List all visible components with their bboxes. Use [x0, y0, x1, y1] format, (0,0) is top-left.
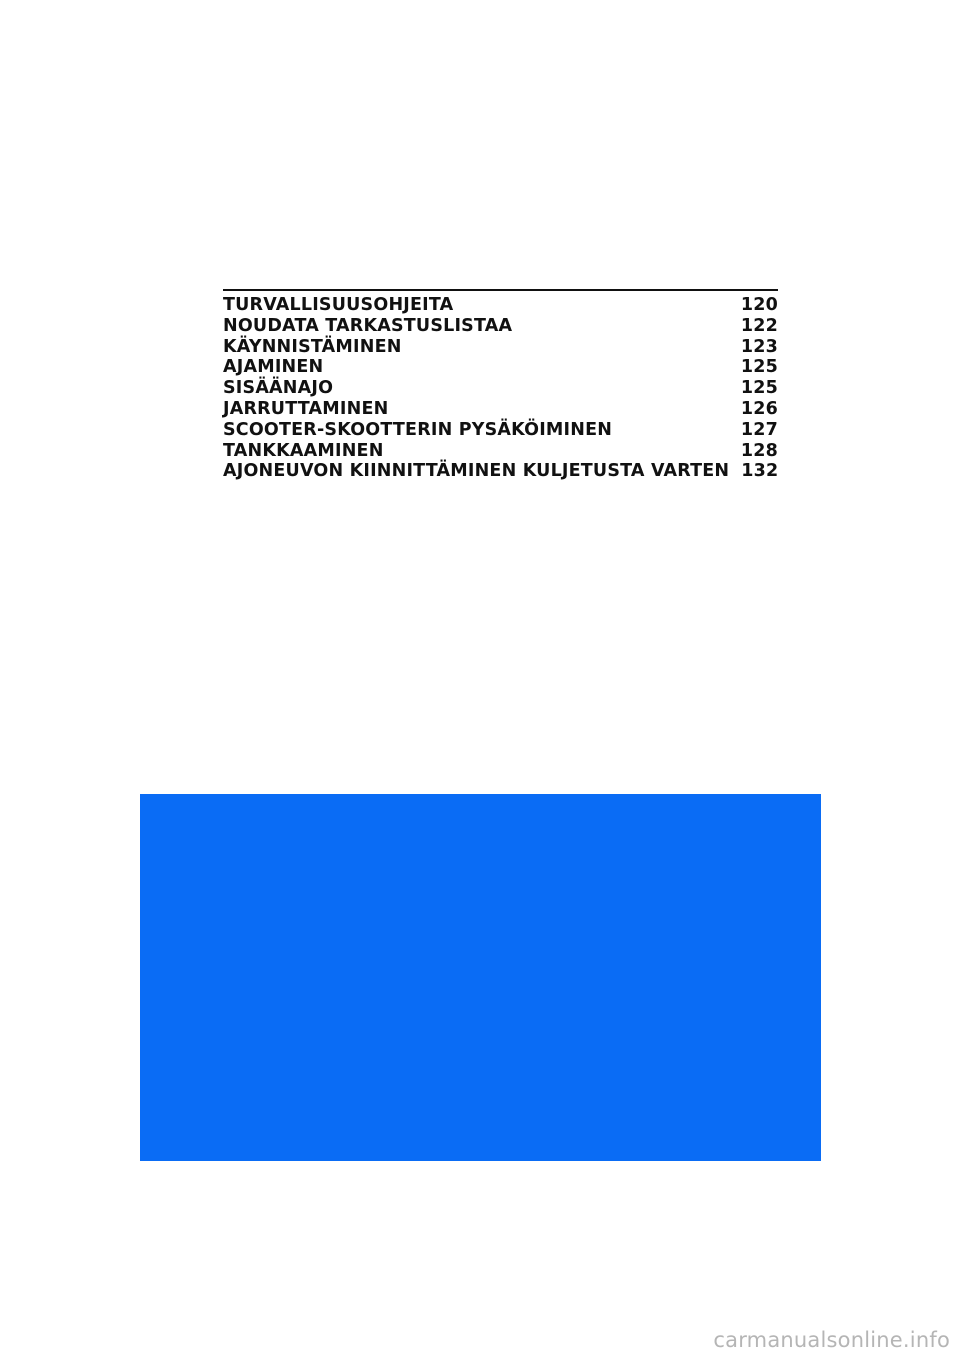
toc-entry-title: TURVALLISUUSOHJEITA — [223, 295, 454, 315]
toc-entry-title: AJAMINEN — [223, 357, 324, 378]
toc-entry[interactable] — [223, 316, 778, 337]
toc-entry[interactable] — [223, 420, 778, 441]
toc-entry-page: 123 — [740, 336, 778, 357]
blue-image-panel — [140, 794, 821, 1161]
toc-entry-title: NOUDATA TARKASTUSLISTAA — [223, 315, 513, 336]
table-of-contents — [223, 289, 778, 482]
toc-entry[interactable] — [223, 357, 778, 378]
toc-entry-page: 125 — [740, 378, 778, 399]
toc-entry[interactable] — [223, 295, 778, 316]
toc-entry-title: JARRUTTAMINEN — [223, 398, 389, 419]
toc-entry-title: SCOOTER-SKOOTTERIN PYSÄKÖIMINEN — [223, 419, 613, 440]
toc-entry-page: 122 — [740, 315, 778, 336]
toc-entry-title: KÄYNNISTÄMINEN — [223, 336, 402, 357]
toc-entry[interactable] — [223, 441, 778, 462]
toc-entry[interactable] — [223, 337, 778, 358]
watermark: carmanualsonline.info — [713, 1328, 950, 1352]
toc-entry-title: AJONEUVON KIINNITTÄMINEN KULJETUSTA VARTEN — [223, 461, 730, 482]
toc-entry[interactable] — [223, 378, 778, 399]
toc-entry[interactable] — [223, 461, 778, 482]
toc-entry[interactable] — [223, 399, 778, 420]
toc-entry-title: SISÄÄNAJO — [223, 378, 334, 399]
toc-entry-page: 120 — [740, 295, 778, 315]
toc-entry-title: TANKKAAMINEN — [223, 440, 384, 461]
toc-entry-page: 126 — [740, 398, 778, 419]
toc-entry-page: 128 — [740, 440, 778, 461]
toc-entry-page: 125 — [740, 357, 778, 378]
toc-entry-page: 132 — [741, 461, 779, 482]
toc-entry-page: 127 — [740, 419, 778, 440]
